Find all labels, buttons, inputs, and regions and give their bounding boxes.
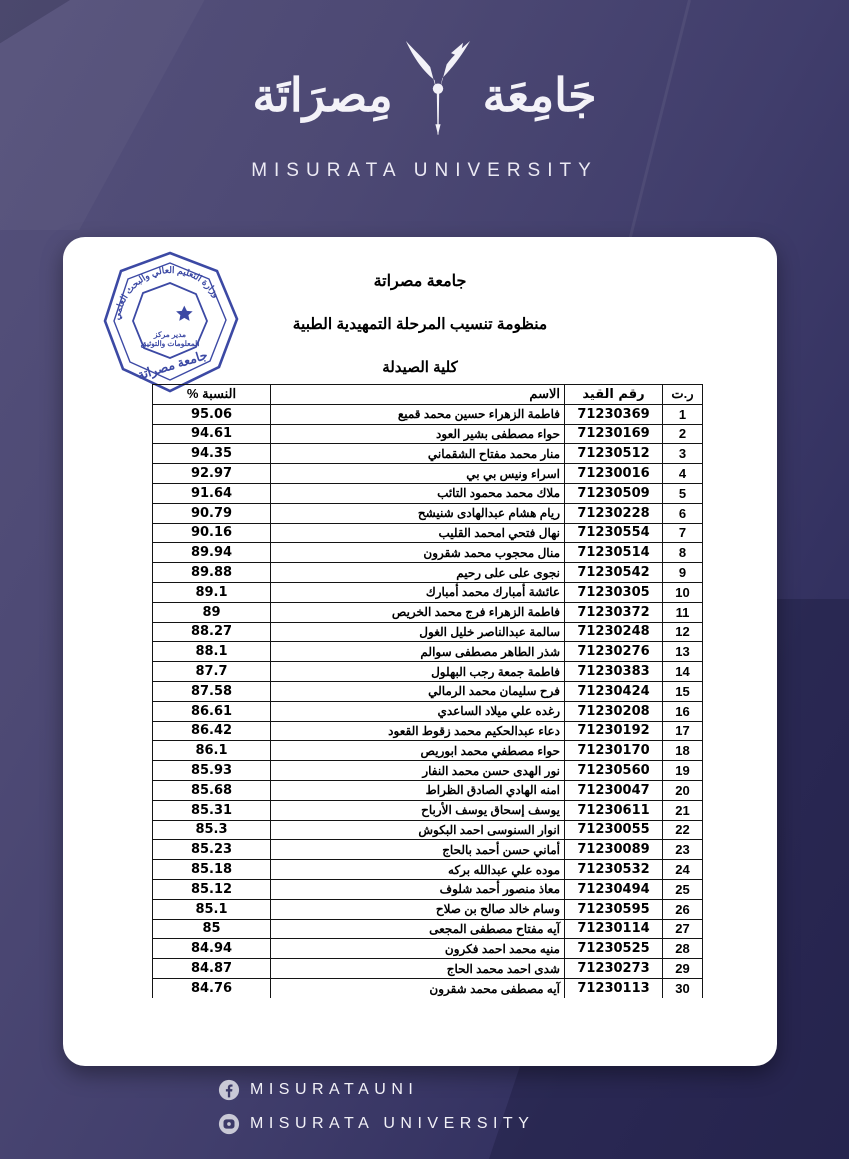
pct-cell: 89.94 — [153, 543, 271, 563]
facebook-handle-text: MISURATAUNI — [250, 1081, 419, 1098]
id-cell: 71230047 — [565, 780, 663, 800]
table-row — [153, 681, 703, 701]
id-cell: 71230514 — [565, 543, 663, 563]
pct-cell: 91.64 — [153, 483, 271, 503]
id-cell: 71230055 — [565, 820, 663, 840]
name-cell: نجوى على على رحيم — [271, 563, 565, 583]
rank-cell: 23 — [663, 840, 703, 860]
rank-cell: 9 — [663, 563, 703, 583]
footer — [218, 1073, 534, 1141]
id-cell: 71230532 — [565, 860, 663, 880]
pct-cell: 88.27 — [153, 622, 271, 642]
table-row — [153, 483, 703, 503]
pct-cell: 85.31 — [153, 800, 271, 820]
pct-cell: 89.88 — [153, 563, 271, 583]
header-pct: النسبة % — [153, 385, 271, 405]
pct-cell: 85.1 — [153, 899, 271, 919]
table-header-row — [153, 385, 703, 405]
rank-cell: 15 — [663, 681, 703, 701]
stamp-center-line1: مدير مركز — [153, 330, 187, 339]
table-row — [153, 602, 703, 622]
table-row — [153, 919, 703, 939]
rank-cell: 4 — [663, 464, 703, 484]
table-row — [153, 820, 703, 840]
id-cell: 71230512 — [565, 444, 663, 464]
header-name: الاسم — [271, 385, 565, 405]
logo-arabic-word-left: مِصرَاتَة — [252, 69, 393, 121]
results-table-body — [153, 404, 703, 998]
table-row — [153, 879, 703, 899]
pct-cell: 85 — [153, 919, 271, 939]
rank-cell: 19 — [663, 761, 703, 781]
rank-cell: 29 — [663, 959, 703, 979]
rank-cell: 3 — [663, 444, 703, 464]
name-cell: ملاك محمد محمود التائب — [271, 483, 565, 503]
name-cell: ريام هشام عبدالهادى شنيشح — [271, 503, 565, 523]
table-row — [153, 860, 703, 880]
table-row — [153, 780, 703, 800]
pct-cell: 85.68 — [153, 780, 271, 800]
rank-cell: 14 — [663, 662, 703, 682]
pct-cell: 86.1 — [153, 741, 271, 761]
stamp-band-text: جامعة مصراتة — [135, 347, 210, 383]
id-cell: 71230170 — [565, 741, 663, 761]
name-cell: أماني حسن أحمد بالحاج — [271, 840, 565, 860]
pct-cell: 92.97 — [153, 464, 271, 484]
pct-cell: 87.58 — [153, 681, 271, 701]
name-cell: فاطمة جمعة رجب البهلول — [271, 662, 565, 682]
table-row — [153, 701, 703, 721]
name-cell: منار محمد مفتاح الشقماني — [271, 444, 565, 464]
name-cell: آيه مصطفى محمد شقرون — [271, 978, 565, 998]
table-row — [153, 939, 703, 959]
table-row — [153, 741, 703, 761]
rank-cell: 16 — [663, 701, 703, 721]
youtube-handle-text: MISURATA UNIVERSITY — [250, 1115, 535, 1132]
rank-cell: 17 — [663, 721, 703, 741]
youtube-icon — [218, 1113, 240, 1135]
id-cell: 71230554 — [565, 523, 663, 543]
stamp-center-line2: المعلومات والتوثيق — [140, 339, 200, 348]
id-cell: 71230305 — [565, 582, 663, 602]
name-cell: موده علي عبدالله بركه — [271, 860, 565, 880]
name-cell: امنه الهادي الصادق الظراط — [271, 780, 565, 800]
doc-title-university: جامعة مصراتة — [373, 273, 467, 290]
name-cell: اسراء ونيس بي بي — [271, 464, 565, 484]
university-logo — [0, 36, 849, 182]
id-cell: 71230372 — [565, 602, 663, 622]
table-row — [153, 978, 703, 998]
pct-cell: 90.16 — [153, 523, 271, 543]
pct-cell: 85.23 — [153, 840, 271, 860]
table-row — [153, 642, 703, 662]
id-cell: 71230276 — [565, 642, 663, 662]
logo-latin-text: MISURATA UNIVERSITY — [251, 160, 598, 181]
pct-cell: 85.18 — [153, 860, 271, 880]
table-row — [153, 424, 703, 444]
pen-trident-icon — [399, 35, 477, 156]
facebook-handle-row[interactable] — [218, 1073, 534, 1107]
name-cell: انوار السنوسى احمد البكوش — [271, 820, 565, 840]
name-cell: عائشة أمبارك محمد أمبارك — [271, 582, 565, 602]
pct-cell: 84.76 — [153, 978, 271, 998]
pct-cell: 90.79 — [153, 503, 271, 523]
rank-cell: 30 — [663, 978, 703, 998]
pct-cell: 85.3 — [153, 820, 271, 840]
id-cell: 71230113 — [565, 978, 663, 998]
id-cell: 71230494 — [565, 879, 663, 899]
name-cell: فاطمة الزهراء حسين محمد قميع — [271, 404, 565, 424]
logo-arabic-word-right: جَامِعَة — [482, 69, 597, 121]
rank-cell: 10 — [663, 582, 703, 602]
id-cell: 71230228 — [565, 503, 663, 523]
table-row — [153, 543, 703, 563]
rank-cell: 2 — [663, 424, 703, 444]
rank-cell: 28 — [663, 939, 703, 959]
name-cell: نور الهدى حسن محمد النفار — [271, 761, 565, 781]
name-cell: حواء مصطفي محمد ابوريص — [271, 741, 565, 761]
rank-cell: 20 — [663, 780, 703, 800]
pct-cell: 94.35 — [153, 444, 271, 464]
table-row — [153, 503, 703, 523]
pct-cell: 86.42 — [153, 721, 271, 741]
name-cell: منيه محمد احمد فكرون — [271, 939, 565, 959]
id-cell: 71230208 — [565, 701, 663, 721]
rank-cell: 24 — [663, 860, 703, 880]
id-cell: 71230595 — [565, 899, 663, 919]
id-cell: 71230016 — [565, 464, 663, 484]
table-row — [153, 840, 703, 860]
name-cell: معاذ منصور أحمد شلوف — [271, 879, 565, 899]
table-row — [153, 959, 703, 979]
stamp-ring-text: وزارة التعليم العالي والبحث العلمي — [111, 264, 222, 321]
table-row — [153, 563, 703, 583]
doc-title-faculty: كلية الصيدلة — [382, 359, 458, 376]
id-cell: 71230383 — [565, 662, 663, 682]
pct-cell: 84.87 — [153, 959, 271, 979]
header-rank: ر.ت — [663, 385, 703, 405]
rank-cell: 22 — [663, 820, 703, 840]
pct-cell: 95.06 — [153, 404, 271, 424]
facebook-icon — [218, 1079, 240, 1101]
id-cell: 71230114 — [565, 919, 663, 939]
document-card — [63, 237, 777, 1066]
name-cell: دعاء عبدالحكيم محمد زقوط القعود — [271, 721, 565, 741]
id-cell: 71230273 — [565, 959, 663, 979]
table-row — [153, 899, 703, 919]
id-cell: 71230509 — [565, 483, 663, 503]
id-cell: 71230369 — [565, 404, 663, 424]
name-cell: حواء مصطفى بشير العود — [271, 424, 565, 444]
pct-cell: 89 — [153, 602, 271, 622]
document-titles — [63, 271, 777, 376]
id-cell: 71230424 — [565, 681, 663, 701]
pct-cell: 85.93 — [153, 761, 271, 781]
id-cell: 71230089 — [565, 840, 663, 860]
table-row — [153, 464, 703, 484]
pct-cell: 88.1 — [153, 642, 271, 662]
table-row — [153, 761, 703, 781]
rank-cell: 5 — [663, 483, 703, 503]
name-cell: سالمة عبدالناصر خليل الغول — [271, 622, 565, 642]
rank-cell: 7 — [663, 523, 703, 543]
table-row — [153, 622, 703, 642]
rank-cell: 18 — [663, 741, 703, 761]
table-row — [153, 662, 703, 682]
table-row — [153, 800, 703, 820]
pct-cell: 94.61 — [153, 424, 271, 444]
rank-cell: 11 — [663, 602, 703, 622]
youtube-handle-row[interactable] — [218, 1107, 534, 1141]
table-row — [153, 523, 703, 543]
table-row — [153, 721, 703, 741]
rank-cell: 26 — [663, 899, 703, 919]
id-cell: 71230169 — [565, 424, 663, 444]
id-cell: 71230611 — [565, 800, 663, 820]
id-cell: 71230192 — [565, 721, 663, 741]
name-cell: منال محجوب محمد شقرون — [271, 543, 565, 563]
name-cell: رغده علي ميلاد الساعدي — [271, 701, 565, 721]
name-cell: شدى احمد محمد الحاج — [271, 959, 565, 979]
name-cell: فاطمة الزهراء فرج محمد الخريص — [271, 602, 565, 622]
rank-cell: 13 — [663, 642, 703, 662]
pct-cell: 89.1 — [153, 582, 271, 602]
rank-cell: 12 — [663, 622, 703, 642]
id-cell: 71230525 — [565, 939, 663, 959]
rank-cell: 1 — [663, 404, 703, 424]
rank-cell: 6 — [663, 503, 703, 523]
header-id: رقم القيد — [565, 385, 663, 405]
rank-cell: 8 — [663, 543, 703, 563]
name-cell: وسام خالد صالح بن صلاح — [271, 899, 565, 919]
table-row — [153, 582, 703, 602]
id-cell: 71230248 — [565, 622, 663, 642]
name-cell: شذر الطاهر مصطفى سوالم — [271, 642, 565, 662]
rank-cell: 25 — [663, 879, 703, 899]
table-row — [153, 404, 703, 424]
pct-cell: 86.61 — [153, 701, 271, 721]
id-cell: 71230542 — [565, 563, 663, 583]
name-cell: فرح سليمان محمد الرمالي — [271, 681, 565, 701]
rank-cell: 27 — [663, 919, 703, 939]
table-row — [153, 444, 703, 464]
name-cell: آيه مفتاح مصطفى المجعى — [271, 919, 565, 939]
results-table — [152, 384, 703, 998]
rank-cell: 21 — [663, 800, 703, 820]
name-cell: نهال فتحي امحمد القليب — [271, 523, 565, 543]
name-cell: يوسف إسحاق يوسف الأرباح — [271, 800, 565, 820]
id-cell: 71230560 — [565, 761, 663, 781]
pct-cell: 87.7 — [153, 662, 271, 682]
doc-title-system: منظومة تنسيب المرحلة التمهيدية الطبية — [292, 316, 548, 333]
pct-cell: 85.12 — [153, 879, 271, 899]
pct-cell: 84.94 — [153, 939, 271, 959]
